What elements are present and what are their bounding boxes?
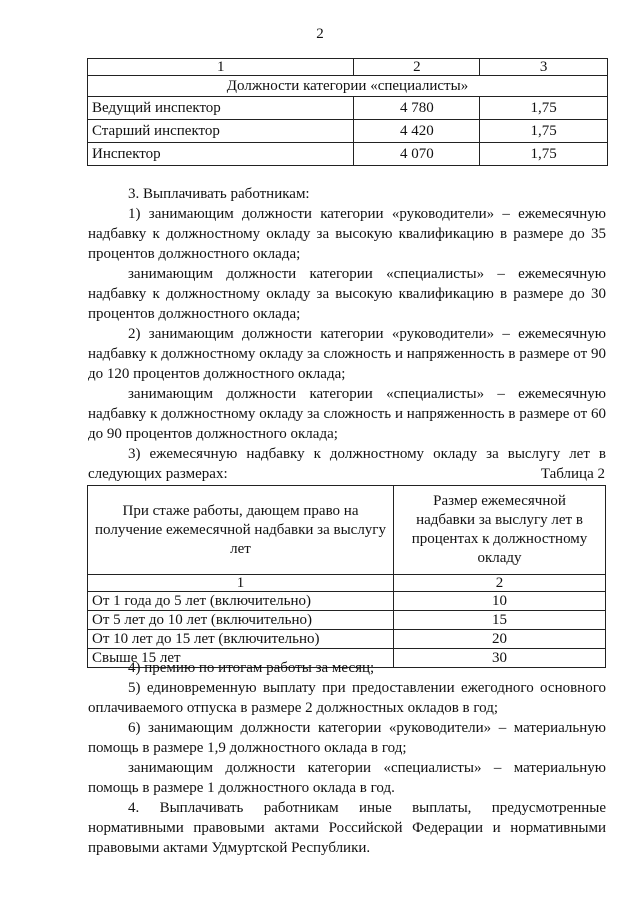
paragraph: 3. Выплачивать работникам: [128, 186, 310, 202]
period-cell: От 10 лет до 15 лет (включительно) [88, 630, 394, 649]
column-number: 2 [394, 575, 606, 592]
header-cell: Размер ежемесячной надбавки за выслугу лет в процентах к должностному окладу [394, 486, 606, 575]
percent-cell: 30 [394, 649, 606, 668]
paragraph: занимающим должности категории «специалисты» – ежемесячную надбавку к должностному окладу за сложность и напряженность в размере от 60 до 90 процентов должностного оклада; [88, 386, 606, 442]
coefficient-cell: 1,75 [480, 120, 608, 143]
category-label: Должности категории «специалисты» [88, 76, 608, 97]
salary-cell: 4 780 [354, 97, 480, 120]
salary-cell: 4 070 [354, 143, 480, 166]
paragraph: 2) занимающим должности категории «руководители» – ежемесячную надбавку к должностному окладу за сложность и напряженность в размере от 90 до 120 процентов должностного оклада; [88, 326, 606, 382]
table-row [88, 120, 608, 143]
paragraph: 3) ежемесячную надбавку к должностному окладу за выслугу лет в следующих размерах: [88, 446, 606, 482]
paragraph: 6) занимающим должности категории «руководители» – материальную помощь в размере 1,9 должностного оклада в год; [88, 720, 606, 756]
column-number-row [88, 575, 606, 592]
page-number: 2 [316, 26, 324, 42]
coefficient-cell: 1,75 [480, 143, 608, 166]
table-row [88, 592, 606, 611]
period-cell: От 1 года до 5 лет (включительно) [88, 592, 394, 611]
paragraph: 4. Выплачивать работникам иные выплаты, предусмотренные нормативными правовыми актами Российской Федерации и нормативными правовыми актами Удмуртской Республики. [88, 800, 606, 856]
header-cell: При стаже работы, дающем право на получение ежемесячной надбавки за выслугу лет [88, 486, 394, 575]
period-cell: Свыше 15 лет [88, 649, 394, 668]
coefficient-cell: 1,75 [480, 97, 608, 120]
table-caption: Таблица 2 [540, 466, 605, 482]
position-cell: Старший инспектор [88, 120, 354, 143]
salary-table [87, 58, 608, 166]
seniority-table [87, 485, 606, 668]
column-number: 1 [88, 575, 394, 592]
period-cell: От 5 лет до 10 лет (включительно) [88, 611, 394, 630]
position-cell: Инспектор [88, 143, 354, 166]
category-row [88, 76, 608, 97]
column-number: 1 [88, 59, 354, 76]
table-header-row [88, 59, 608, 76]
table-row [88, 611, 606, 630]
payments-text-continued [88, 658, 606, 858]
column-number: 3 [480, 59, 608, 76]
percent-cell: 15 [394, 611, 606, 630]
payments-text [88, 184, 606, 484]
paragraph: занимающим должности категории «специалисты» – ежемесячную надбавку к должностному окладу за высокую квалификацию в размере до 30 процентов должностного оклада; [88, 266, 606, 322]
table-header-row [88, 486, 606, 575]
column-number: 2 [354, 59, 480, 76]
position-cell: Ведущий инспектор [88, 97, 354, 120]
paragraph: 4) премию по итогам работы за месяц; [128, 660, 375, 676]
percent-cell: 20 [394, 630, 606, 649]
salary-cell: 4 420 [354, 120, 480, 143]
paragraph: 5) единовременную выплату при предоставлении ежегодного основного оплачиваемого отпуска в размере 2 должностных окладов в год; [88, 680, 606, 716]
percent-cell: 10 [394, 592, 606, 611]
table-row [88, 143, 608, 166]
paragraph: 1) занимающим должности категории «руководители» – ежемесячную надбавку к должностному окладу за высокую квалификацию в размере до 35 процентов должностного оклада; [88, 206, 606, 262]
table-row [88, 630, 606, 649]
paragraph: занимающим должности категории «специалисты» – материальную помощь в размере 1 должностного оклада в год. [88, 760, 606, 796]
table-row [88, 97, 608, 120]
